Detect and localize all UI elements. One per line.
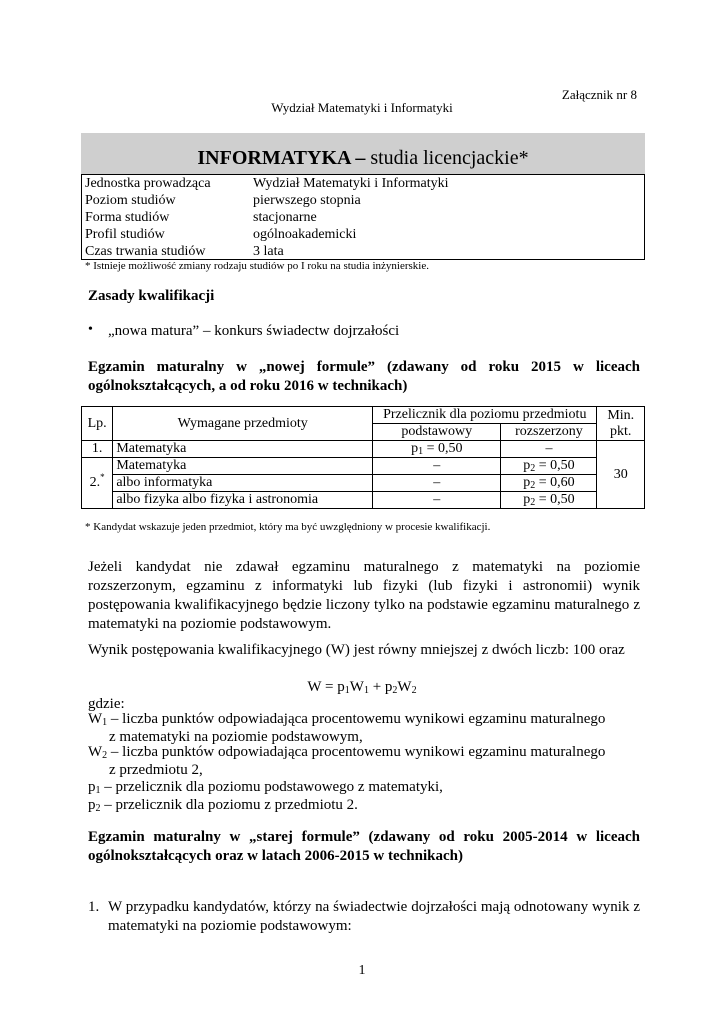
subscript: 1 [95,785,101,796]
table-row [82,458,645,475]
definition-text: – liczba punktów odpowiadająca procentowemu wynikowi egzaminu maturalnego [107,711,606,727]
formula-sub: 1 [363,685,369,696]
info-footnote: * Istnieje możliwość zmiany rodzaju studiów po I roku na studia inżynierskie. [85,260,429,272]
table-footnote: * Kandydat wskazuje jeden przedmiot, który ma być uwzględniony w procesie kwalifikacji. [85,521,491,533]
col-subjects: Wymagane przedmioty [113,407,373,441]
col-basic: podstawowy [373,424,501,441]
symbol: W [88,711,103,727]
subscript: 2 [530,463,536,474]
requirements-table [81,406,645,509]
bullet-icon: • [88,322,93,337]
definition-text: – przelicznik dla poziomu z przedmiotu 2. [100,797,358,813]
info-value: Wydział Matematyki i Informatyki [253,176,449,191]
program-title-bold: INFORMATYKA – [197,147,366,169]
definition-text: – przelicznik dla poziomu podstawowego z matematyki, [100,779,443,795]
cell-extended [501,475,597,492]
formula-part: W [397,679,412,695]
cell-extended [501,458,597,475]
paragraph-result: Wynik postępowania kwalifikacyjnego (W) jest równy mniejszej z dwóch liczb: 100 oraz [88,642,625,658]
cell-subject: Matematyka [113,441,373,458]
info-value: stacjonarne [253,210,317,225]
table-row [82,441,645,458]
program-title-rest: studia licencjackie* [365,147,529,169]
cell-min: 30 [597,441,645,509]
subscript: 1 [418,446,424,457]
definition-p2 [88,796,640,815]
info-row [85,209,645,226]
list-item-number: 1. [88,899,100,915]
p-symbol: p [411,441,419,456]
cell-subject: Matematyka [113,458,373,475]
old-exam-heading: Egzamin maturalny w „starej formule” (zdawany od roku 2005-2014 w liceach ogólnokształcących oraz w latach 2006-2015 w technikach) [88,829,640,864]
lp-number: 2. [89,475,101,490]
subscript: 2 [102,750,108,761]
page-number: 1 [358,963,366,978]
info-label: Jednostka prowadząca [85,176,211,191]
info-value: pierwszego stopnia [253,193,361,208]
definition-w2 [88,743,640,762]
value: = 0,60 [535,475,575,490]
col-extended: rozszerzony [501,424,597,441]
formula-part: W [349,679,364,695]
cell-lp [82,458,113,509]
attachment-label: Załącznik nr 8 [561,87,637,102]
definition-p1 [88,778,640,797]
info-row [85,243,645,260]
info-row [85,226,645,243]
value: = 0,50 [535,492,575,507]
list-item-text: W przypadku kandydatów, którzy na świadectwie dojrzałości mają odnotowany wynik z matematyki na poziomie podstawowym: [108,899,640,934]
info-value: ogólnoakademicki [253,227,357,242]
definition-text: – liczba punktów odpowiadająca procentowemu wynikowi egzaminu maturalnego [107,744,606,760]
definition-w2-cont: z przedmiotu 2, [109,762,203,778]
symbol: p [88,779,96,795]
table-row [82,492,645,509]
paragraph-no-extended: Jeżeli kandydat nie zdawał egzaminu maturalnego z matematyki na poziomie rozszerzonym, egzaminu z informatyki lub fizyki (lub fizyki i astronomii) wynik postępowania kwalifikacyjnego będzie liczony tylko na podstawie egzaminu maturalnego z matematyki na poziomie podstawowym. [88,559,640,632]
faculty-header: Wydział Matematyki i Informatyki [271,100,453,115]
value: = 0,50 [535,458,575,473]
info-row [85,192,645,209]
cell-basic: – [373,492,501,509]
definition-w1 [88,710,640,729]
col-lp: Lp. [82,407,113,441]
formula-part: + p [368,679,393,695]
footnote-mark: * [100,472,105,482]
formula-sub: 1 [344,685,350,696]
subscript: 2 [530,497,536,508]
p-symbol: p [523,475,531,490]
symbol: W [88,744,103,760]
symbol: p [88,797,96,813]
cell-basic: – [373,458,501,475]
value: = 0,50 [423,441,463,456]
new-exam-heading: Egzamin maturalny w „nowej formule” (zdawany od roku 2015 w liceach ogólnokształcących, a od roku 2016 w technikach) [88,359,640,394]
cell-subject: albo fizyka albo fizyka i astronomia [113,492,373,509]
info-row [85,175,645,192]
formula-part: W = p [307,679,345,695]
where-label: gdzie: [88,696,125,712]
subscript: 2 [95,803,101,814]
col-min: Min. pkt. [597,407,645,441]
info-label: Poziom studiów [85,193,176,208]
cell-basic: – [373,475,501,492]
info-value: 3 lata [253,244,284,259]
formula-sub: 2 [411,685,417,696]
cell-extended: – [501,441,597,458]
info-label: Forma studiów [85,210,170,225]
cell-lp: 1. [82,441,113,458]
p-symbol: p [523,458,531,473]
subscript: 1 [102,717,108,728]
cell-basic [373,441,501,458]
qualification-heading: Zasady kwalifikacji [88,288,215,304]
info-label: Czas trwania studiów [85,244,206,259]
p-symbol: p [523,492,531,507]
cell-extended [501,492,597,509]
info-label: Profil studiów [85,227,165,242]
formula-sub: 2 [392,685,398,696]
subscript: 2 [530,480,536,491]
table-row [82,475,645,492]
definition-w1-cont: z matematyki na poziomie podstawowym, [109,729,363,745]
cell-subject: albo informatyka [113,475,373,492]
col-conversion: Przelicznik dla poziomu przedmiotu [373,407,597,424]
bullet-text: „nowa matura” – konkurs świadectw dojrzałości [108,323,400,339]
program-title [81,133,645,175]
